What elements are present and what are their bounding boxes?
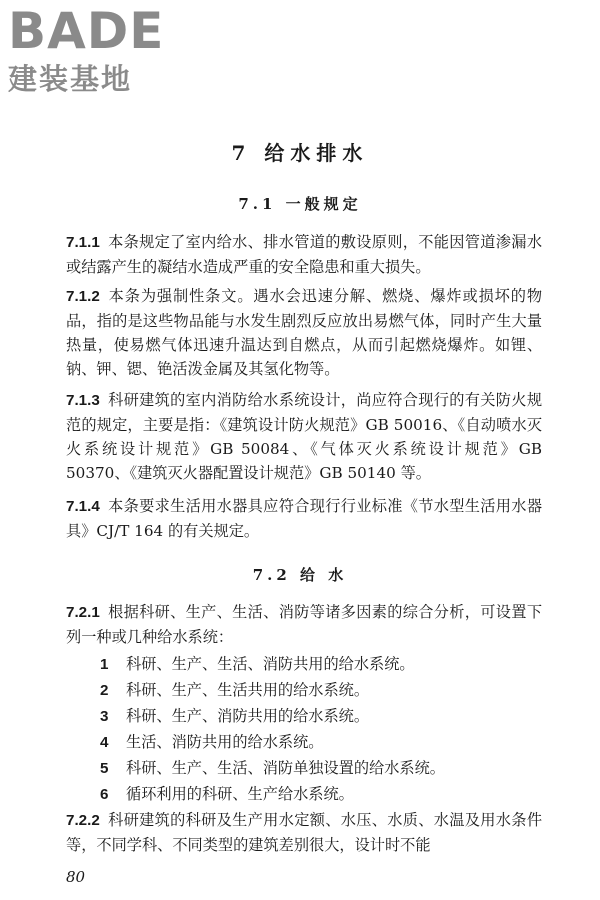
list-item (100, 652, 540, 677)
clause-text: 科研建筑的科研及生产用水定额、水压、水质、水温及用水条件等，不同学科、不同类型的建筑差别很大，设计时不能 (66, 811, 542, 854)
list-item (100, 678, 540, 703)
list-item (100, 782, 540, 807)
section-title-7-1: 7.1 一般规定 (238, 195, 362, 213)
list-item (100, 730, 540, 755)
clause-number: 7.2.1 (66, 604, 100, 621)
clause-text: 本条为强制性条文。遇水会迅速分解、燃烧、爆炸或损坏的物品，指的是这些物品能与水发生剧烈反应放出易燃气体，同时产生大量热量，使易燃气体迅速升温达到自燃点，从而引起燃烧爆炸。如锂、钠、钾、锶、铯活泼金属及其氢化物等。 (66, 287, 542, 378)
list-item-text: 科研、生产、消防共用的给水系统。 (126, 707, 369, 725)
clause-number: 7.1.2 (66, 288, 100, 305)
publisher-logo (8, 4, 178, 96)
clause-7-1-2 (66, 284, 542, 381)
list-item-text: 科研、生产、生活共用的给水系统。 (126, 681, 369, 699)
chapter-title: 7 给水排水 (231, 141, 369, 165)
logo-subtitle: 建装基地 (8, 62, 133, 96)
clause-number: 7.1.3 (66, 392, 100, 409)
list-item (100, 756, 540, 781)
clause-7-1-1 (66, 230, 542, 279)
list-item-text: 生活、消防共用的给水系统。 (126, 733, 324, 751)
list-item-text: 循环利用的科研、生产给水系统。 (126, 785, 354, 803)
clause-number: 7.1.1 (66, 234, 100, 251)
logo-wordmark: BADE (8, 2, 165, 60)
clause-text: 本条要求生活用水器具应符合现行行业标准《节水型生活用水器具》CJ/T 164 的有关规定。 (66, 497, 542, 540)
clause-7-2-2 (66, 808, 542, 857)
list-item-number: 2 (100, 682, 109, 699)
list-item-number: 3 (100, 708, 109, 725)
section-title-7-2: 7.2 给 水 (252, 566, 348, 584)
clause-text: 科研建筑的室内消防给水系统设计，尚应符合现行的有关防火规范的规定，主要是指：《建筑设计防火规范》GB 50016、《自动喷水灭火系统设计规范》GB 50084、《气体灭火系统设计规范》GB 50370、《建筑灭火器配置设计规范》GB 50140 等。 (66, 391, 542, 482)
list-item-number: 1 (100, 656, 109, 673)
clause-number: 7.2.2 (66, 812, 100, 829)
list-item-text: 科研、生产、生活、消防共用的给水系统。 (126, 655, 415, 673)
clause-7-1-4 (66, 494, 542, 543)
clause-text: 本条规定了室内给水、排水管道的敷设原则，不能因管道渗漏水或结露产生的凝结水造成严重的安全隐患和重大损失。 (66, 233, 542, 276)
list-item-number: 4 (100, 734, 109, 751)
clause-7-2-1 (66, 600, 542, 649)
clause-number: 7.1.4 (66, 498, 100, 515)
list-item-number: 5 (100, 760, 109, 777)
clause-7-1-3 (66, 388, 542, 485)
list-item (100, 704, 540, 729)
list-item-text: 科研、生产、生活、消防单独设置的给水系统。 (126, 759, 445, 777)
clause-text: 根据科研、生产、生活、消防等诸多因素的综合分析，可设置下列一种或几种给水系统： (66, 603, 542, 646)
page-number: 80 (66, 868, 86, 886)
list-item-number: 6 (100, 786, 109, 803)
